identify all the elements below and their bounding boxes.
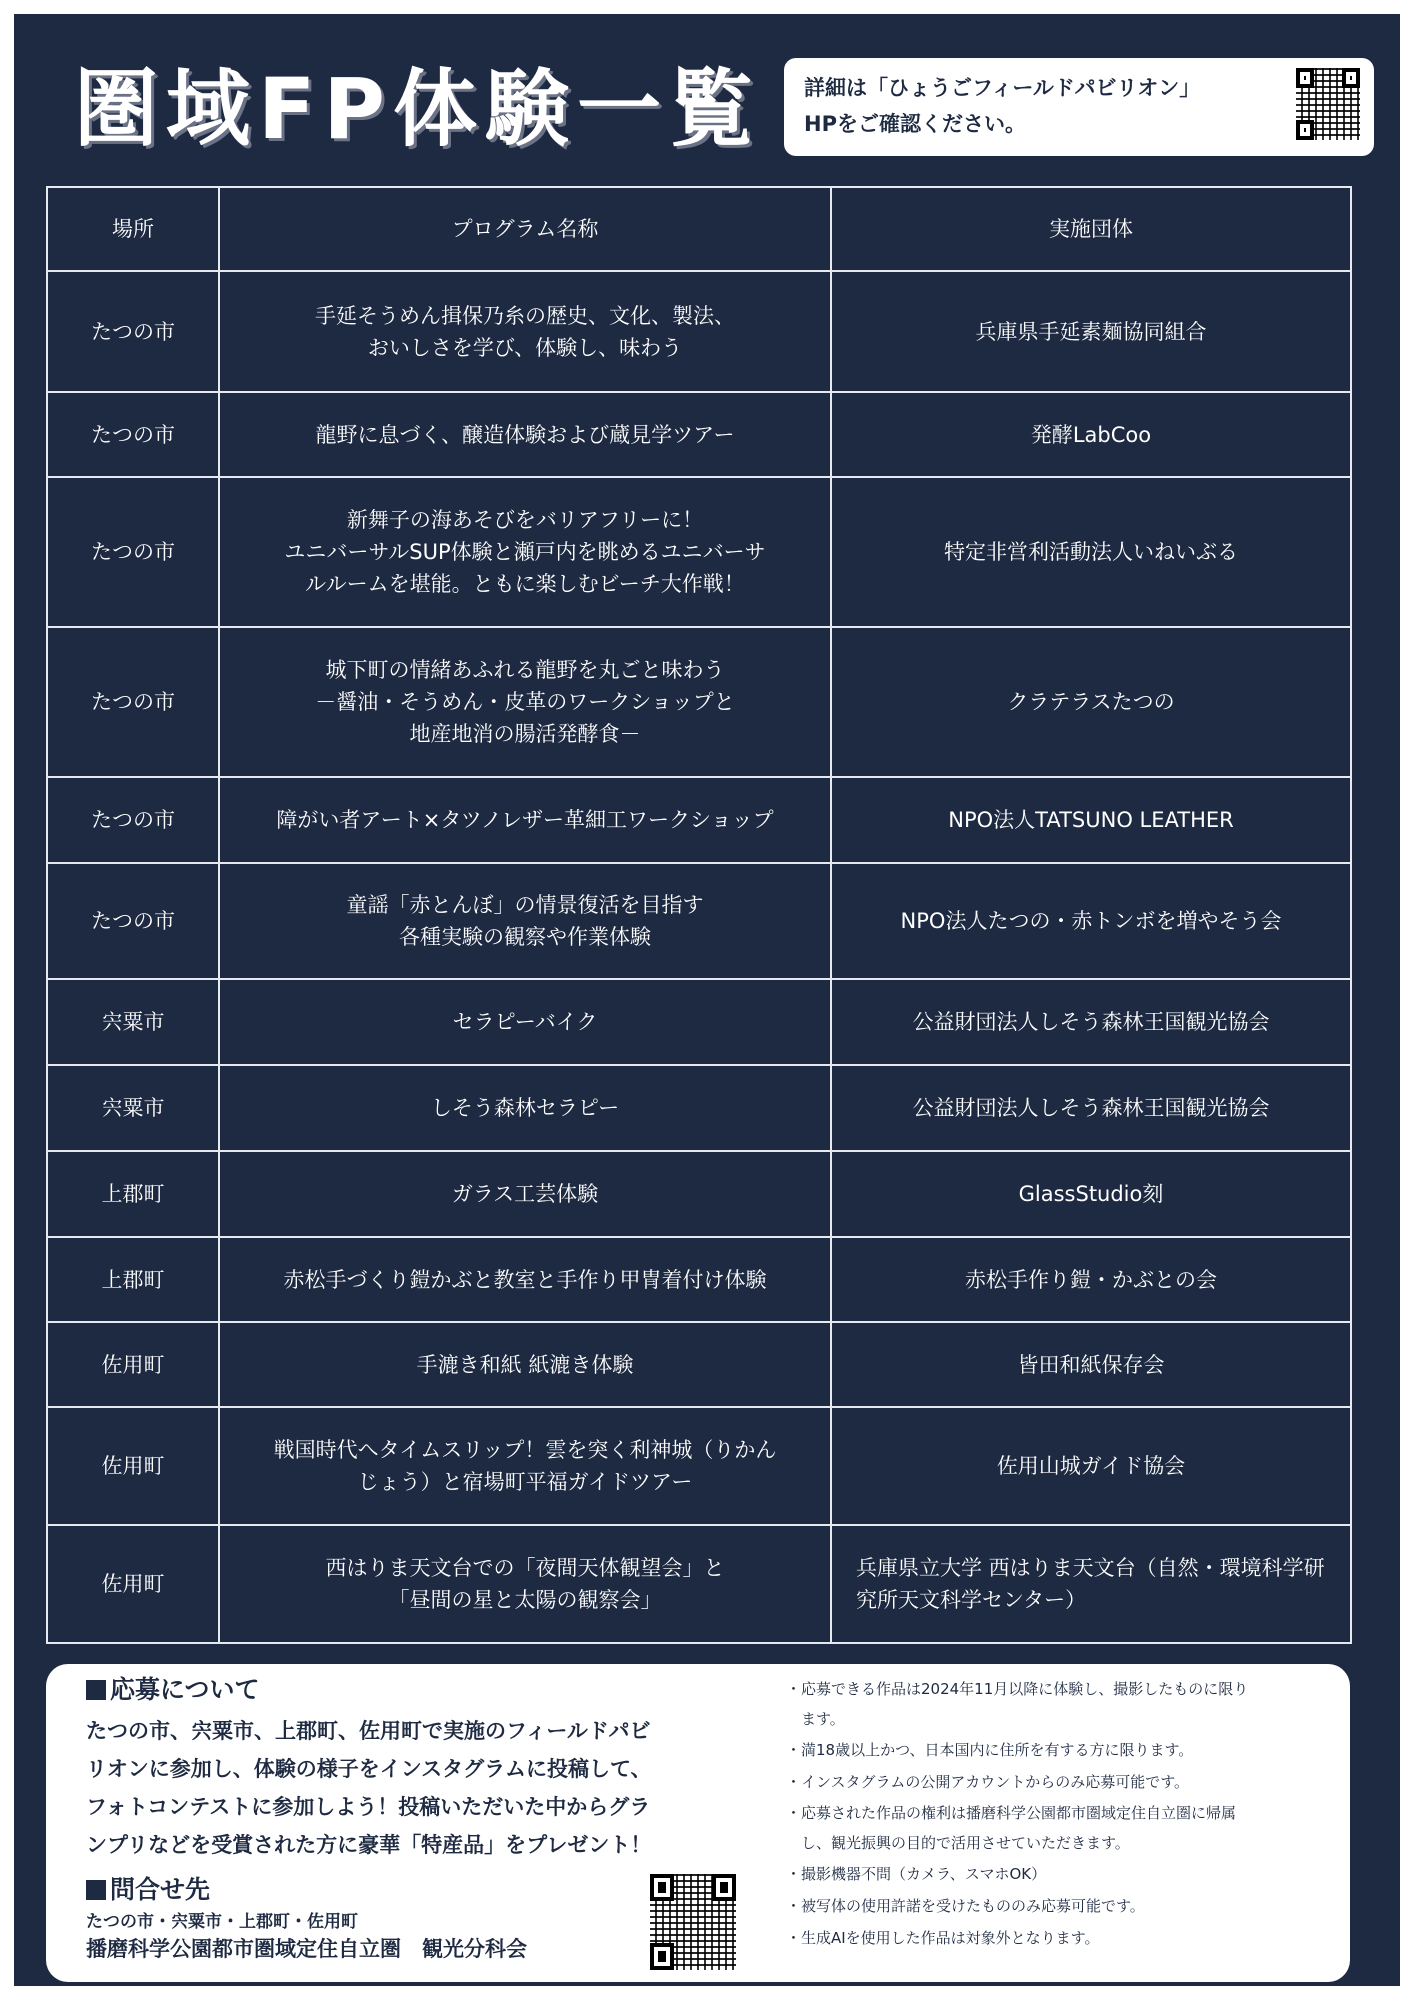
note-item: ・応募された作品の権利は播磨科学公園都市圏域定住自立圏に帰属 し、観光振興の目的で活用させていただきます。 <box>786 1804 1237 1852</box>
table-row <box>47 1322 1351 1407</box>
contact-heading-text: 問合せ先 <box>110 1875 211 1904</box>
apply-heading-text: 応募について <box>110 1675 260 1704</box>
cell-org: 皆田和紙保存会 <box>831 1322 1351 1407</box>
table-row <box>47 627 1351 777</box>
program-table <box>46 186 1352 1644</box>
apply-heading <box>86 1674 260 1706</box>
cell-program: 戦国時代へタイムスリップ！雲を突く利神城（りかん じょう）と宿場町平福ガイドツアー <box>219 1407 831 1525</box>
detail-line-2: HPをご確認ください。 <box>804 112 1026 136</box>
note-item: ・満18歳以上かつ、日本国内に住所を有する方に限ります。 <box>786 1741 1194 1759</box>
cell-place: たつの市 <box>47 477 219 627</box>
table-row <box>47 1065 1351 1151</box>
note-item: ・インスタグラムの公開アカウントからのみ応募可能です。 <box>786 1773 1190 1791</box>
note-item: ・撮影機器不問（カメラ、スマホOK） <box>786 1865 1047 1883</box>
cell-org: 特定非営利活動法人いねいぶる <box>831 477 1351 627</box>
cell-program: 障がい者アート×タツノレザー革細工ワークショップ <box>219 777 831 863</box>
note-item: ・応募できる作品は2024年11月以降に体験し、撮影したものに限り ます。 <box>786 1680 1249 1728</box>
cell-org: 赤松手作り鎧・かぶとの会 <box>831 1237 1351 1322</box>
detail-notice <box>784 58 1374 156</box>
cell-program: 手漉き和紙 紙漉き体験 <box>219 1322 831 1407</box>
contact-line-2: 播磨科学公園都市圏域定住自立圏 観光分科会 <box>86 1937 527 1961</box>
cell-place: 宍粟市 <box>47 1065 219 1151</box>
cell-place: たつの市 <box>47 271 219 392</box>
cell-place: たつの市 <box>47 627 219 777</box>
page-title: 圏域FP体験一覧 <box>74 60 761 158</box>
detail-text <box>804 70 1284 142</box>
table-row <box>47 1525 1351 1643</box>
header-org: 実施団体 <box>831 187 1351 271</box>
table-row <box>47 777 1351 863</box>
cell-org: 公益財団法人しそう森林王国観光協会 <box>831 979 1351 1065</box>
cell-org: 発酵LabCoo <box>831 392 1351 477</box>
qr-code-icon[interactable] <box>650 1874 736 1970</box>
cell-place: 上郡町 <box>47 1151 219 1237</box>
contact-heading <box>86 1874 210 1906</box>
cell-program: 西はりま天文台での「夜間天体観望会」と 「昼間の星と太陽の観察会」 <box>219 1525 831 1643</box>
table-row <box>47 1237 1351 1322</box>
cell-program: 新舞子の海あそびをバリアフリーに！ ユニバーサルSUP体験と瀬戸内を眺めるユニバーサ ルルームを堪能。ともに楽しむビーチ大作戦！ <box>219 477 831 627</box>
apply-body: たつの市、宍粟市、上郡町、佐用町で実施のフィールドパビ リオンに参加し、体験の様子をインスタグラムに投稿して、 フォトコンテストに参加しよう！投稿いただいた中からグラ ンプリなどを受賞された方に豪華「特産品」をプレゼント！ <box>86 1719 652 1857</box>
contact-line-1: たつの市・宍粟市・上郡町・佐用町 <box>86 1912 358 1932</box>
note-item: ・生成AIを使用した作品は対象外となります。 <box>786 1929 1100 1947</box>
cell-program: 龍野に息づく、醸造体験および蔵見学ツアー <box>219 392 831 477</box>
cell-program: セラピーバイク <box>219 979 831 1065</box>
header-program: プログラム名称 <box>219 187 831 271</box>
table-row <box>47 979 1351 1065</box>
cell-place: たつの市 <box>47 392 219 477</box>
square-bullet-icon <box>86 1680 106 1700</box>
detail-line-1: 詳細は「ひょうごフィールドパビリオン」 <box>804 76 1201 100</box>
table-row <box>47 477 1351 627</box>
table-row <box>47 1151 1351 1237</box>
table-row <box>47 863 1351 979</box>
cell-program: 赤松手づくり鎧かぶと教室と手作り甲冑着付け体験 <box>219 1237 831 1322</box>
table-row <box>47 271 1351 392</box>
cell-place: たつの市 <box>47 863 219 979</box>
table-row <box>47 1407 1351 1525</box>
cell-org: NPO法人たつの・赤トンボを増やそう会 <box>831 863 1351 979</box>
qr-code-icon[interactable] <box>1296 68 1360 140</box>
apply-panel <box>46 1664 1350 1982</box>
cell-org: 兵庫県立大学 西はりま天文台（自然・環境科学研 究所天文科学センター） <box>831 1525 1351 1643</box>
header-place: 場所 <box>47 187 219 271</box>
cell-org: クラテラスたつの <box>831 627 1351 777</box>
cell-place: 佐用町 <box>47 1407 219 1525</box>
cell-org: GlassStudio刻 <box>831 1151 1351 1237</box>
cell-org: 公益財団法人しそう森林王国観光協会 <box>831 1065 1351 1151</box>
cell-org: NPO法人TATSUNO LEATHER <box>831 777 1351 863</box>
cell-place: 上郡町 <box>47 1237 219 1322</box>
square-bullet-icon <box>86 1880 106 1900</box>
notes-list <box>786 1674 1326 1954</box>
cell-place: 佐用町 <box>47 1525 219 1643</box>
cell-program: 城下町の情緒あふれる龍野を丸ごと味わう －醤油・そうめん・皮革のワークショップと 地産地消の腸活発酵食－ <box>219 627 831 777</box>
cell-place: たつの市 <box>47 777 219 863</box>
cell-org: 兵庫県手延素麺協同組合 <box>831 271 1351 392</box>
note-item: ・被写体の使用許諾を受けたもののみ応募可能です。 <box>786 1897 1145 1915</box>
cell-place: 佐用町 <box>47 1322 219 1407</box>
table-row <box>47 392 1351 477</box>
contact-body <box>86 1910 646 1964</box>
table-header-row <box>47 187 1351 271</box>
cell-program: ガラス工芸体験 <box>219 1151 831 1237</box>
cell-place: 宍粟市 <box>47 979 219 1065</box>
cell-program: 手延そうめん揖保乃糸の歴史、文化、製法、 おいしさを学び、体験し、味わう <box>219 271 831 392</box>
cell-program: しそう森林セラピー <box>219 1065 831 1151</box>
cell-org: 佐用山城ガイド協会 <box>831 1407 1351 1525</box>
cell-program: 童謡「赤とんぼ」の情景復活を目指す 各種実験の観察や作業体験 <box>219 863 831 979</box>
